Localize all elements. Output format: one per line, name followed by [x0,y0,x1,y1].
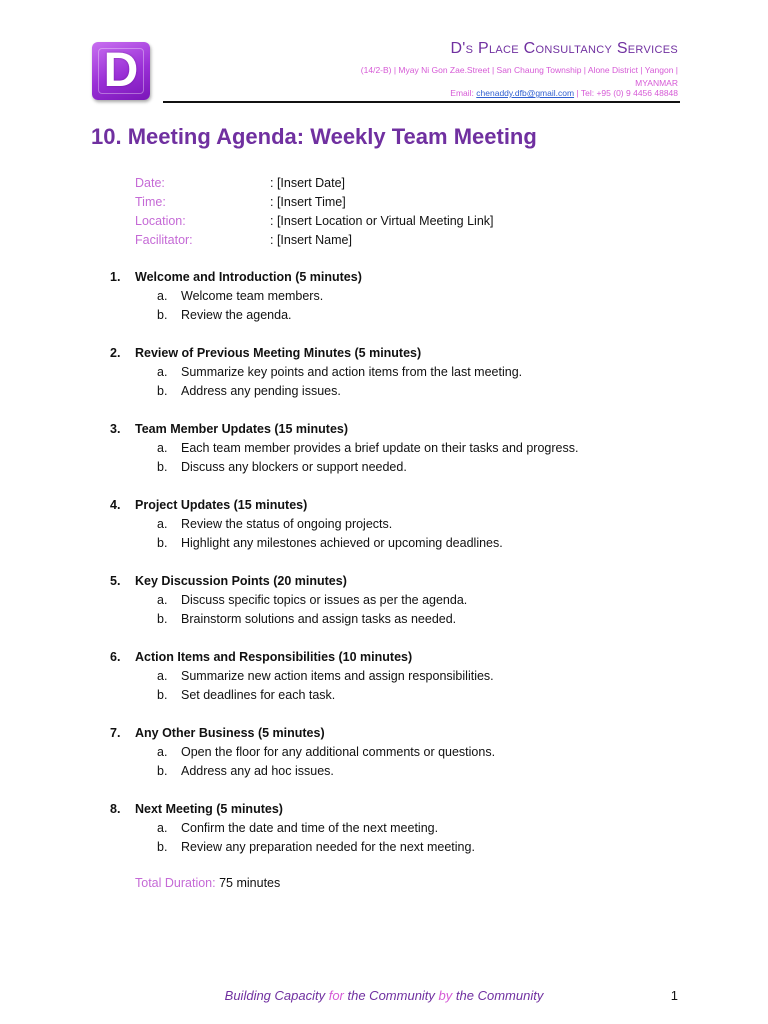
agenda-item-heading [110,496,710,515]
sub-letter: a. [157,745,168,759]
item-number: 5. [110,574,121,588]
sub-item [110,287,710,306]
agenda-item-heading [110,420,710,439]
sub-item [110,686,710,705]
sub-item [110,610,710,629]
meta-row-facilitator [135,231,494,250]
agenda-item-heading [110,724,710,743]
sub-item [110,591,710,610]
total-label: Total Duration: [135,876,216,890]
sub-item [110,458,710,477]
sub-text: Summarize new action items and assign responsibilities. [181,669,494,683]
header-rule [163,101,680,103]
sub-text: Brainstorm solutions and assign tasks as needed. [181,612,457,626]
sub-text: Highlight any milestones achieved or upcoming deadlines. [181,536,503,550]
sub-item [110,382,710,401]
sub-item [110,306,710,325]
meta-row-time [135,193,494,212]
sub-text: Summarize key points and action items from the last meeting. [181,365,523,379]
email-link[interactable]: chenaddy.dfb@gmail.com [476,88,575,98]
item-number: 3. [110,422,121,436]
sub-letter: a. [157,821,168,835]
item-title: Key Discussion Points (20 minutes) [135,574,347,588]
tagline-accent: by [438,988,453,1003]
agenda-item [110,800,710,876]
agenda-item [110,344,710,420]
meta-value: : [Insert Location or Virtual Meeting Link] [270,214,494,228]
item-number: 4. [110,498,121,512]
sub-letter: b. [157,612,168,626]
sub-text: Confirm the date and time of the next meeting. [181,821,439,835]
item-title: Team Member Updates (15 minutes) [135,422,349,436]
sub-letter: b. [157,536,168,550]
logo-letter: D [103,44,139,97]
sub-item [110,743,710,762]
meta-value: : [Insert Name] [270,233,352,247]
meta-row-location [135,212,494,231]
sub-item [110,363,710,382]
footer-tagline [0,988,768,1003]
tel-value: +95 (0) 9 4456 48848 [596,88,678,98]
sub-item [110,838,710,857]
sub-text: Welcome team members. [181,289,324,303]
item-number: 1. [110,270,121,284]
sub-item [110,534,710,553]
sub-text: Set deadlines for each task. [181,688,336,702]
tagline-accent: for [328,988,344,1003]
meta-value: : [Insert Time] [270,195,346,209]
sub-item [110,667,710,686]
item-title: Action Items and Responsibilities (10 minutes) [135,650,413,664]
sub-letter: b. [157,460,168,474]
item-title: Review of Previous Meeting Minutes (5 minutes) [135,346,422,360]
agenda-item [110,268,710,344]
agenda-item-heading [110,268,710,287]
company-logo [92,42,150,100]
meta-label: Time: [135,195,166,209]
sub-letter: b. [157,384,168,398]
item-title: Welcome and Introduction (5 minutes) [135,270,362,284]
sub-letter: b. [157,308,168,322]
sub-letter: a. [157,669,168,683]
sub-letter: a. [157,593,168,607]
sub-text: Address any pending issues. [181,384,341,398]
sub-letter: b. [157,840,168,854]
sub-item [110,819,710,838]
total-value: 75 minutes [219,876,281,890]
contact-line [450,88,678,98]
meta-value: : [Insert Date] [270,176,346,190]
sub-text: Review any preparation needed for the next meeting. [181,840,475,854]
sub-text: Open the floor for any additional comments or questions. [181,745,496,759]
agenda-list [110,268,710,876]
sub-letter: a. [157,289,168,303]
sub-item [110,439,710,458]
item-title: Any Other Business (5 minutes) [135,726,325,740]
sub-item [110,515,710,534]
page-number: 1 [670,988,678,1003]
sub-letter: a. [157,517,168,531]
sub-letter: b. [157,764,168,778]
sub-item [110,762,710,781]
total-duration [135,874,280,893]
tagline-part: the Community [452,988,544,1003]
sub-letter: a. [157,365,168,379]
item-number: 7. [110,726,121,740]
sub-letter: a. [157,441,168,455]
tagline-part: the Community [343,988,439,1003]
sub-letter: b. [157,688,168,702]
meta-label: Date: [135,176,165,190]
item-number: 6. [110,650,121,664]
agenda-item [110,724,710,800]
meeting-details [135,174,494,250]
sub-text: Review the status of ongoing projects. [181,517,393,531]
tagline-part: Building Capacity [224,988,329,1003]
agenda-item [110,496,710,572]
sub-text: Each team member provides a brief update on their tasks and progress. [181,441,579,455]
agenda-item [110,648,710,724]
item-title: Project Updates (15 minutes) [135,498,308,512]
item-title: Next Meeting (5 minutes) [135,802,283,816]
meta-label: Location: [135,214,186,228]
agenda-item-heading [110,648,710,667]
agenda-item-heading [110,344,710,363]
tel-label: | Tel: [576,88,595,98]
agenda-item-heading [110,572,710,591]
sub-text: Address any ad hoc issues. [181,764,334,778]
item-number: 8. [110,802,121,816]
meta-row-date [135,174,494,193]
company-name: D's Place Consultancy Services [450,40,678,57]
email-label: Email: [450,88,474,98]
agenda-item-heading [110,800,710,819]
sub-text: Discuss any blockers or support needed. [181,460,407,474]
sub-text: Review the agenda. [181,308,292,322]
sub-text: Discuss specific topics or issues as per the agenda. [181,593,468,607]
page-title: 10. Meeting Agenda: Weekly Team Meeting [91,124,537,149]
agenda-item [110,420,710,496]
meta-label: Facilitator: [135,233,193,247]
agenda-item [110,572,710,648]
company-address: (14/2-B) | Myay Ni Gon Zae.Street | San Chaung Township | Alone District | Yangon | MYANMAR [360,65,678,88]
item-number: 2. [110,346,121,360]
